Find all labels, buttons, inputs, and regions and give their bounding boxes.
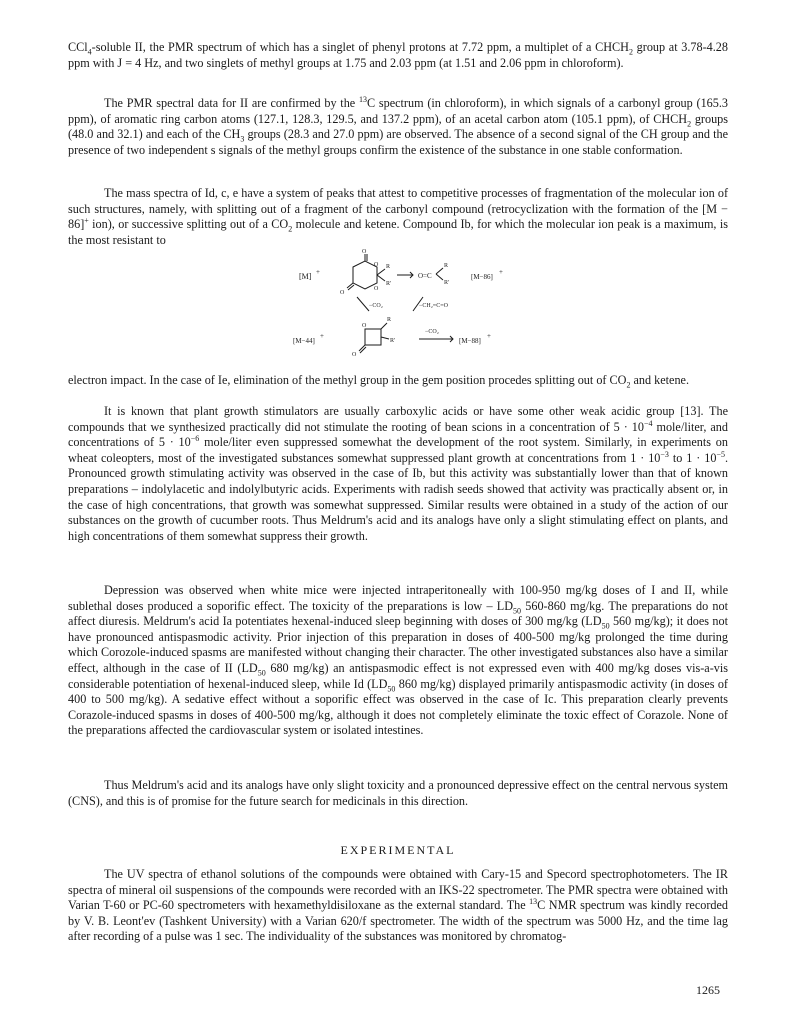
ion-m44-label: [M−44] [293,337,315,345]
svg-text:R': R' [386,281,392,287]
svg-text:+: + [320,332,324,340]
paragraph-conclusion: Thus Meldrum's acid and its analogs have only slight toxicity and a pronounced depressive effect on the central nervous system (CNS), and this is of promise for the future search for medicinals in this direction. [68,778,728,808]
paragraph-pharmacology: Depression was observed when white mice were injected intraperitoneally with 100-950 mg/kg doses of I and II, while sublethal doses produced a soporific effect. The toxicity of the preparations is low – $LD_{50}$ 560-860 mg/kg. The preparations do not affect diuresis. Meldrum's acid Ia potentiates hexenal-induced sleep beginning with doses of 300 mg/kg ($LD_{50}$ 560 mg/kg); it does not have pronounced antispasmodic activity. Prior injection of this preparation in doses of 400-500 mg/kg prolonged the time during which Corozole-induced spasms are manifested without changing their character. The other investigated substances also have a similar effect, although in the case of II ($LD_{50}$ 680 mg/kg) an antispasmodic effect is not expressed even with 400 mg/kg doses vis-a-vis considerable potentiation of hexenal-induced sleep, while Id ($LD_{50}$ 860 mg/kg) displayed primarily antispasmodic activity (in doses of 400 to 500 mg/kg). A sedative effect without a soporific effect was observed in the case of Ic. This preparation clearly prevents Corazole-induced spasms in doses of 400-500 mg/kg, although it does not completely eliminate the toxic effect of Corazole. None of the preparations affected the cardiovascular system or isolated intestines. [68,583,729,738]
loss-co2-arrow [357,297,369,311]
fragmentation-scheme [285,249,535,363]
loss-co2-label: −CO₂ [369,303,383,309]
carbonyl-fragment: O=C [418,272,432,280]
loss-ketene-label: −CH₂=C=O [419,303,448,309]
svg-text:O: O [374,286,379,292]
ion-m88-label: [M−88] [459,337,481,345]
paragraph-pmr-spectrum: CCl$_4$-soluble II, the PMR spectrum of which has a singlet of phenyl protons at 7.72 ppm, a multiplet of a $CHCH_2$ group at 3.78-4.28 ppm with J = 4 Hz, and two singlets of methyl groups at 1.75 and 2.03 ppm (at 1.51 and 2.06 ppm in chloroform). [68,40,728,70]
ion-m86-label: [M−86] [471,273,493,281]
section-heading-experimental: EXPERIMENTAL [340,843,456,857]
meldrum-ring-structure [340,249,391,296]
paragraph-electron-impact: electron impact. In the case of Ie, elimination of the methyl group in the gem position procedes splitting out of $CO_2$ and ketene. [68,373,690,390]
svg-text:−CO₂: −CO₂ [425,329,439,335]
svg-text:R: R [387,317,392,323]
svg-text:O: O [340,290,345,296]
paragraph-plant-growth: It is known that plant growth stimulators are usually carboxylic acids or have some other weak acidic group [13]. The compounds that we synthesized practically did not stimulate the rooting of bean scions in a concentration of $5 \cdot 10^{-4}$ mole/liter, and concentrations of $5 \cdot 10^{-6}$ mole/liter even suppressed somewhat the development of the root system. Similarly, in experiments on wheat coleopters, most of the investigated substances somewhat suppressed plant growth at concentrations from $1 \cdot 10^{-3}$ to $1 \cdot 10^{-5}$. Pronounced growth stimulating activity was observed in the case of Ib, but this activity was substantially lower than that of known preparations – indolylacetic and indolylbutyric acids. Experiments with radish seeds showed that activity was practically absent or, in the case of high concentrations, that growth was somewhat suppressed. Similar results were obtained in a study of the action of our substances on the growth of cucumber roots. Thus Meldrum's acid and its analogs have only a slight stimulating effect on plants, and high concentrations of them somewhat suppress their growth. [68,404,728,543]
molecular-ion-label: [M] [299,272,312,281]
svg-text:O: O [374,262,379,268]
svg-text:O: O [362,323,367,329]
lactone-ring-structure [352,317,395,358]
paragraph-mass-spectra: The mass spectra of Id, c, e have a system of peaks that attest to competitive processes of fragmentation of the molecular ion of such structures, namely, with splitting out of a fragment of the carbonyl compound (retrocyclization with the formation of the [M − 86]+ ion), or successive splitting out of a $CO_2$ molecule and ketene. Compound Ib, for which the molecular ion peak is a maximum, is the most resistant to [68,186,728,247]
svg-text:+: + [487,332,491,340]
svg-text:R': R' [390,338,396,344]
molecular-ion-charge: + [316,268,320,276]
svg-text:O: O [352,352,357,358]
paragraph-experimental: The UV spectra of ethanol solutions of the compounds were obtained with Cary-15 and Specord spectrophotometers. The IR spectra of mineral oil suspensions of the compounds were recorded with an IKS-22 spectrometer. The PMR spectra were obtained with Varian T-60 or PC-60 spectrometers with hexamethyldisiloxane as the external standard. The $^{13}$C NMR spectrum was kindly recorded by V. B. Leont'ev (Tashkent University) with a Varian 620/f spectrometer. The width of the spectrum was 5000 Hz, and the time lag after recording of a pulse was 1 sec. The individuality of the substances was monitored by chromatog- [68,867,728,944]
paragraph-13c-spectrum: The PMR spectral data for II are confirmed by the $^{13}$C spectrum (in chloroform), in which signals of a carbonyl group (165.3 ppm), of aromatic ring carbon atoms (127.1, 128.3, 129.5, and 137.2 ppm), of an acetal carbon atom (105.1 ppm), of $CHCH_2$ groups (48.0 and 32.1) and each of the $CH_3$ groups (28.3 and 27.0 ppm) are observed. The absence of a second signal of the CH group and the presence of two independent s signals of the methyl groups confirm the existence of the substance in one stable conformation. [68,94,728,157]
svg-text:O: O [362,249,367,255]
page-number: 1265 [696,983,720,997]
svg-text:R: R [444,263,449,269]
svg-text:R': R' [444,280,450,286]
svg-text:+: + [499,268,503,276]
svg-text:R: R [386,264,391,270]
